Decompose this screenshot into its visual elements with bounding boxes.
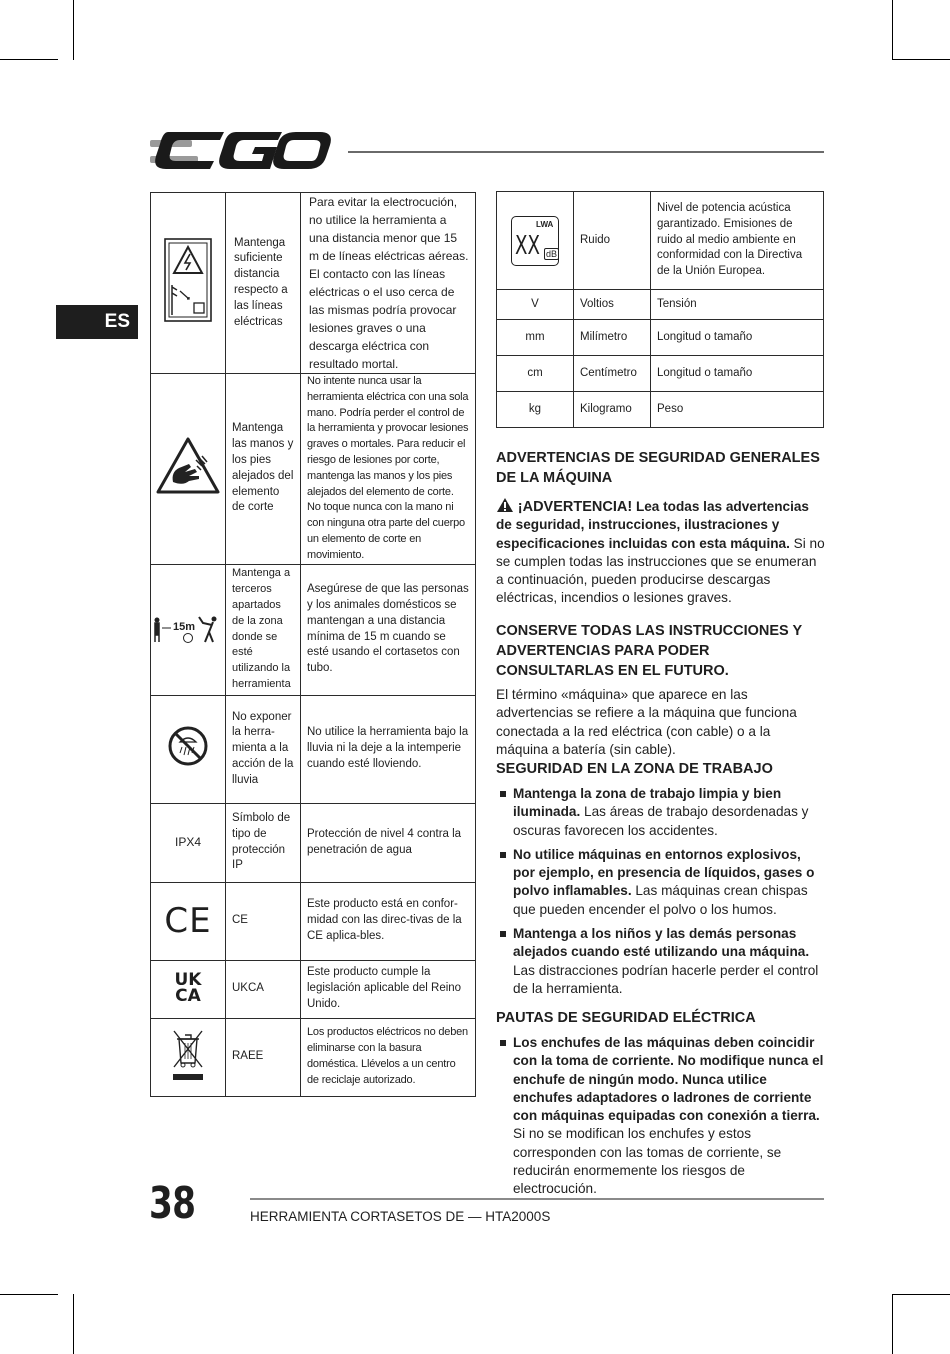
table-row bbox=[497, 192, 824, 290]
electrical-lines-icon bbox=[163, 237, 213, 323]
symbol-description: Este producto cumple la legislación aplicable del Reino Unido. bbox=[301, 960, 476, 1018]
table-row bbox=[497, 392, 824, 428]
symbol-description: Este producto está en confor-midad con las direc-tivas de la CE aplica-bles. bbox=[301, 882, 476, 960]
unit-symbol: kg bbox=[497, 392, 574, 428]
symbol-description: No utilice la herramienta bajo la lluvia ni la deje a la intemperie cuando esté lloviendo. bbox=[301, 695, 476, 803]
ipx4-symbol: IPX4 bbox=[151, 803, 226, 882]
unit-symbol: cm bbox=[497, 356, 574, 392]
section-heading: SEGURIDAD EN LA ZONA DE TRABAJO bbox=[496, 761, 773, 777]
table-row bbox=[151, 193, 476, 374]
symbol-description: Para evitar la electrocución, no utilice la herramienta a una distancia menor que 15 m de líneas eléctricas aéreas. El contacto con las líneas eléctricas o el uso cerca de las mismas podría provocar lesiones graves o una descarga eléctrica con resultado mortal. bbox=[301, 193, 476, 374]
section-text: El término «máquina» que aparece en las advertencias se refiere a la máquina que funciona conectada a la red eléctrica (con cable) o a la máquina a batería (sin cable). bbox=[496, 687, 797, 757]
unit-symbol: V bbox=[497, 290, 574, 320]
unit-symbol: mm bbox=[497, 320, 574, 356]
symbols-table bbox=[150, 192, 476, 1097]
warning-paragraph bbox=[496, 497, 826, 608]
keep-instructions-section bbox=[496, 621, 826, 759]
symbol-description: Longitud o tamaño bbox=[651, 320, 824, 356]
warning-triangle-icon bbox=[496, 497, 514, 513]
units-table bbox=[496, 191, 824, 428]
symbol-description: Longitud o tamaño bbox=[651, 356, 824, 392]
table-row bbox=[497, 356, 824, 392]
list-item: Los enchufes de las máquinas deben coincidir con la toma de corriente. No modifique nunca el enchufe de ningún modo. Nunca utilice enchufes adaptadores o ladrones de corriente con máquinas equipadas con conexión a tierra. Si no se modifican los enchufes y estos corresponden con las tomas de corriente, se reducirán enormemente los riesgos de electrocución. bbox=[496, 1034, 826, 1199]
symbol-description: Los productos eléctricos no deben eliminarse con la basura doméstica. Llévelos a un centro de reciclaje autorizado. bbox=[301, 1018, 476, 1096]
symbol-description: Peso bbox=[651, 392, 824, 428]
symbol-description: Protección de nivel 4 contra la penetración de agua bbox=[301, 803, 476, 882]
symbol-cell bbox=[151, 960, 226, 1018]
warning-bold: Lea todas las advertencias de seguridad, instrucciones, ilustraciones y especificaciones incluidas con esta máquina. bbox=[496, 499, 809, 551]
table-row bbox=[497, 320, 824, 356]
symbol-label: Mantenga suficiente distancia respecto a las líneas eléctricas bbox=[226, 193, 301, 374]
symbol-cell bbox=[151, 374, 226, 565]
db-label: dB bbox=[546, 248, 558, 259]
symbol-label: Milímetro bbox=[574, 320, 651, 356]
section-heading: CONSERVE TODAS LAS INSTRUCCIONES Y ADVERTENCIAS PARA PODER CONSULTARLAS EN EL FUTURO. bbox=[496, 623, 802, 679]
symbol-label: Mantenga las manos y los pies alejados del elemento de corte bbox=[226, 374, 301, 565]
table-row bbox=[497, 290, 824, 320]
ce-mark-icon: CE bbox=[164, 901, 212, 942]
symbol-label: Voltios bbox=[574, 290, 651, 320]
symbol-cell bbox=[151, 695, 226, 803]
symbol-description: Tensión bbox=[651, 290, 824, 320]
general-warnings-section bbox=[496, 448, 826, 608]
table-row bbox=[151, 374, 476, 565]
section-heading: PAUTAS DE SEGURIDAD ELÉCTRICA bbox=[496, 1010, 756, 1026]
symbol-label: No exponer la herra-mienta a la acción de la lluvia bbox=[226, 695, 301, 803]
ukca-mark-icon: UK CA bbox=[174, 969, 202, 1006]
table-row bbox=[151, 695, 476, 803]
footer-rule bbox=[250, 1198, 824, 1200]
warning-word: ¡ADVERTENCIA! bbox=[517, 499, 633, 515]
table-row bbox=[151, 1018, 476, 1096]
symbol-label: Símbolo de tipo de protección IP bbox=[226, 803, 301, 882]
hand-cutting-hazard-icon bbox=[155, 436, 221, 496]
work-area-section bbox=[496, 759, 826, 1004]
bystander-distance-icon bbox=[153, 611, 223, 643]
symbol-label: CE bbox=[226, 882, 301, 960]
list-item: Mantenga a los niños y las demás personas alejados cuando esté utilizando una máquina. Las distracciones podrían hacerle perder el control de la herramienta. bbox=[496, 925, 826, 998]
table-row bbox=[151, 564, 476, 695]
symbol-cell bbox=[151, 564, 226, 695]
symbol-description: Nivel de potencia acústica garantizado. Emisiones de ruido al medio ambiente en conformidad con la Directiva de la Unión Europea. bbox=[651, 192, 824, 290]
symbol-label: UKCA bbox=[226, 960, 301, 1018]
sound-power-icon bbox=[511, 216, 559, 266]
table-row bbox=[151, 803, 476, 882]
footer-title: HERRAMIENTA CORTASETOS DE — HTA2000S bbox=[250, 1209, 551, 1224]
symbol-cell bbox=[151, 882, 226, 960]
page-number: 38 bbox=[149, 1178, 196, 1229]
symbol-label: Centímetro bbox=[574, 356, 651, 392]
xx-label: XX bbox=[515, 230, 540, 261]
no-rain-icon bbox=[167, 725, 209, 767]
header-rule bbox=[348, 151, 824, 153]
symbol-cell bbox=[151, 193, 226, 374]
list-item: No utilice máquinas en entornos explosivos, por ejemplo, en presencia de líquidos, gases o polvo inflamables. Las máquinas crean chispas que pueden encender el polvo o los humos. bbox=[496, 846, 826, 919]
symbol-label: Ruido bbox=[574, 192, 651, 290]
symbol-cell bbox=[151, 1018, 226, 1096]
electrical-safety-section bbox=[496, 1008, 826, 1205]
warning-text: Si no se cumplen todas las instrucciones que se enumeran a continuación, pueden producirse descargas eléctricas, incendios o lesiones graves. bbox=[496, 535, 825, 606]
weee-bin-icon bbox=[170, 1027, 206, 1081]
table-row bbox=[151, 882, 476, 960]
ego-logo bbox=[150, 128, 332, 172]
symbol-description: No intente nunca usar la herramienta eléctrica con una sola mano. Podría perder el control de la herramienta y provocar lesiones graves o mortales. Para reducir el riesgo de lesiones por corte, mantenga las manos y los pies alejados del elemento de corte. No toque nunca con la mano ni con ninguna otra parte del cuerpo un elemento de corte en movimiento. bbox=[301, 374, 476, 565]
symbol-label: RAEE bbox=[226, 1018, 301, 1096]
symbol-label: Mantenga a terceros apartados de la zona donde se esté utilizando la herramienta bbox=[226, 564, 301, 695]
lwa-label: LWA bbox=[536, 219, 554, 229]
distance-label: 15m bbox=[173, 620, 196, 633]
list-item: Mantenga la zona de trabajo limpia y bien iluminada. Las áreas de trabajo desordenadas y oscuras favorecen los accidentes. bbox=[496, 785, 826, 840]
section-heading: ADVERTENCIAS DE SEGURIDAD GENERALES DE LA MÁQUINA bbox=[496, 450, 820, 486]
symbol-cell bbox=[497, 192, 574, 290]
symbol-description: Asegúrese de que las personas y los animales domésticos se mantengan a una distancia mínima de 15 m cuando se esté usando el cortasetos con tubo. bbox=[301, 564, 476, 695]
table-row bbox=[151, 960, 476, 1018]
language-tab: ES bbox=[56, 305, 138, 339]
symbol-label: Kilogramo bbox=[574, 392, 651, 428]
